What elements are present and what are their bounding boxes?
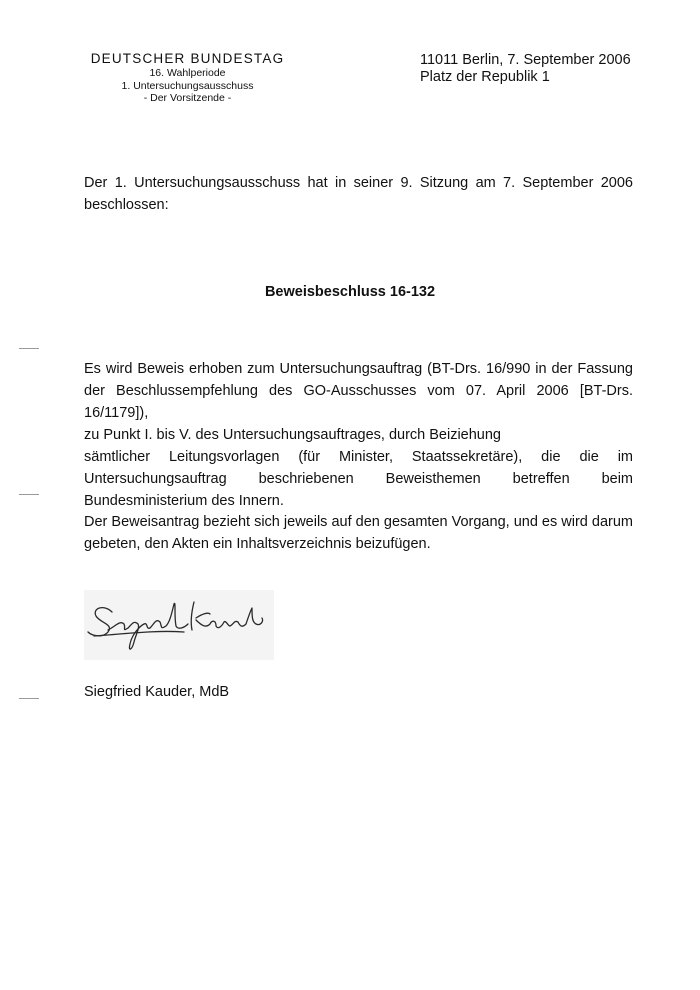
organization-name: DEUTSCHER BUNDESTAG: [90, 51, 285, 66]
street-address: Platz der Republik 1: [420, 68, 550, 85]
fold-mark: [19, 348, 39, 349]
address-block: [420, 52, 631, 85]
request-paragraph: Der Beweisantrag bezieht sich jeweils auf den gesamten Vorgang, und es wird darum gebeten, den Akten ein Inhaltsverzeichnis beizufügen.: [84, 514, 633, 552]
legislative-period: 16. Wahlperiode: [149, 67, 226, 79]
place-date: 11011 Berlin, 7. September 2006: [420, 52, 631, 68]
signer-name: Siegfried Kauder, MdB: [84, 684, 230, 700]
evidence-paragraph: [84, 358, 633, 446]
resolution-title: Beweisbeschluss 16-132: [264, 284, 436, 300]
evidence-line-2: der Beschlussempfehlung des GO-Ausschusses vom 07. April 2006 [BT-Drs. 16/1179]),: [84, 383, 633, 421]
evidence-line-1: Es wird Beweis erhoben zum Untersuchungsauftrag (BT-Drs. 16/990 in der Fassung: [84, 361, 633, 377]
documents-paragraph: sämtlicher Leitungsvorlagen (für Minister, Staatssekretäre), die die im Untersuchungsauftrag beschriebenen Beweisthemen betreffen beim Bundesministerium des Innern.: [84, 449, 633, 509]
chair-role: - Der Vorsitzende -: [143, 92, 232, 104]
evidence-line-3: zu Punkt I. bis V. des Untersuchungsauftrages, durch Beiziehung: [84, 427, 501, 443]
handwritten-signature: [84, 590, 274, 660]
letterhead: [60, 50, 315, 105]
committee-name: 1. Untersuchungsausschuss: [121, 79, 254, 92]
fold-mark: [19, 698, 39, 699]
signature-image: [84, 590, 274, 660]
intro-paragraph: Der 1. Untersuchungsausschuss hat in seiner 9. Sitzung am 7. September 2006 beschlossen:: [84, 175, 633, 213]
punch-mark: [19, 494, 39, 495]
